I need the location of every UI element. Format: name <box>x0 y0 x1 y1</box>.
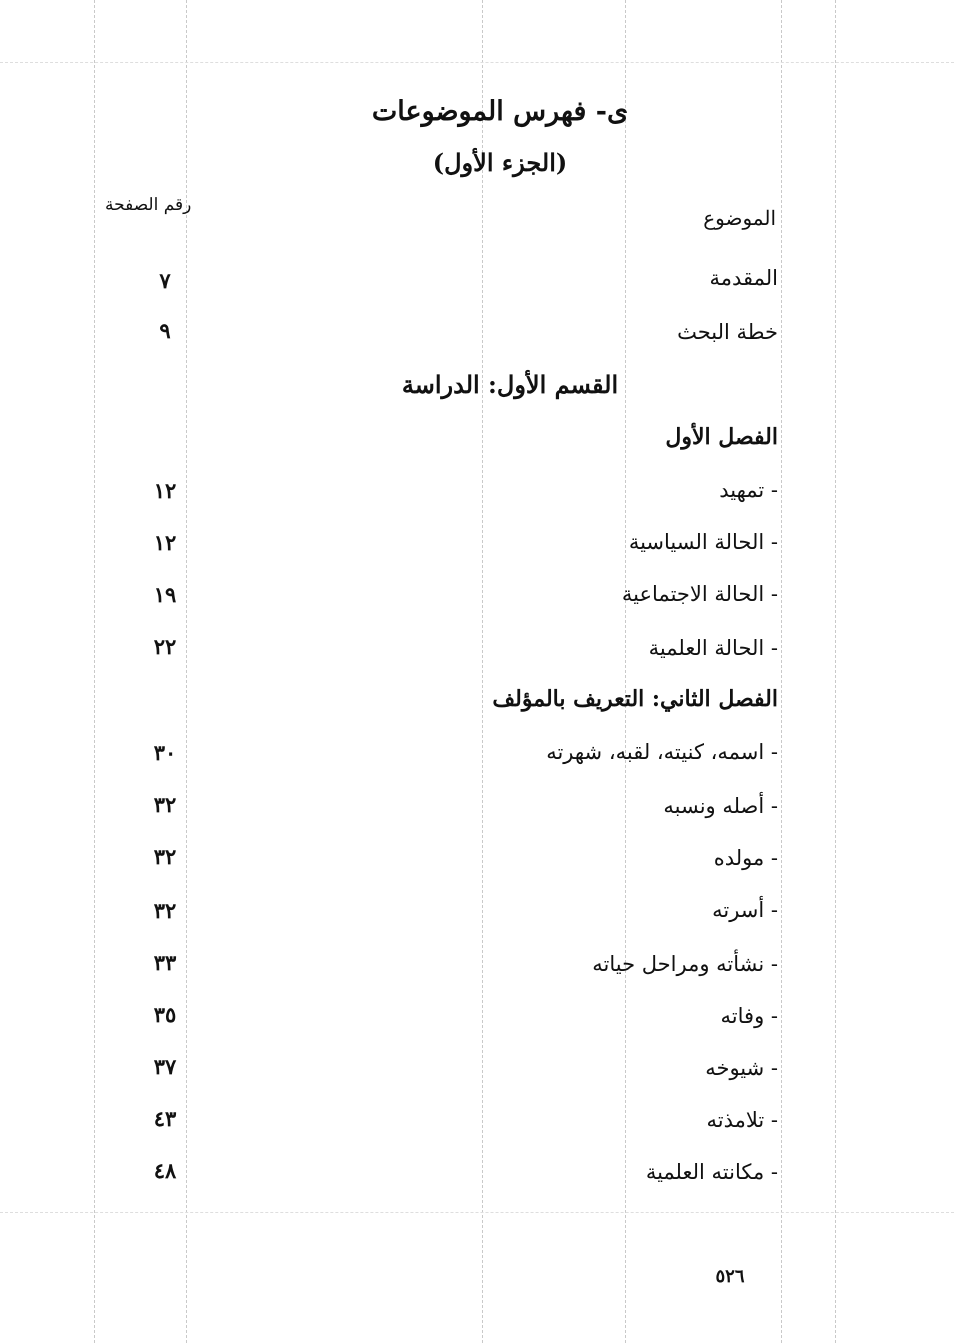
toc-entry-page: ١٩ <box>153 582 177 607</box>
toc-entry-page: ٣٢ <box>153 844 177 869</box>
toc-entry-label: خطة البحث <box>677 320 778 344</box>
toc-entry-label: - تلامذته <box>706 1108 778 1132</box>
page-number: ٥٢٦ <box>715 1266 745 1287</box>
page-title: ى- فهرس الموضوعات <box>371 96 629 127</box>
page-subtitle: (الجزء الأول) <box>432 148 568 177</box>
chapter-heading: الفصل الثاني: التعريف بالمؤلف <box>492 686 778 712</box>
toc-entry-label: - مولده <box>713 846 778 870</box>
toc-entry-page: ٣٣ <box>153 950 177 975</box>
scan-guide-line <box>835 0 836 1343</box>
toc-entry-label: - مكانته العلمية <box>645 1160 778 1184</box>
toc-entry-label: - أصله ونسبه <box>663 794 778 818</box>
topic-column-header: الموضوع <box>703 206 776 230</box>
toc-entry-page: ٧ <box>159 268 171 293</box>
toc-entry-page: ٣٧ <box>153 1054 177 1079</box>
toc-entry-label: المقدمة <box>709 266 778 290</box>
chapter-heading: الفصل الأول <box>665 424 778 450</box>
toc-entry-page: ٤٨ <box>153 1158 177 1183</box>
toc-entry-page: ١٢ <box>153 478 177 503</box>
toc-entry-page: ٣٠ <box>153 740 177 765</box>
toc-entry-page: ٣٢ <box>153 792 177 817</box>
toc-entry-page: ٣٢ <box>153 898 177 923</box>
scan-guide-line <box>0 1212 954 1213</box>
toc-entry-page: ٣٥ <box>153 1002 177 1027</box>
toc-entry-label: - الحالة السياسية <box>628 530 778 554</box>
scan-guide-line <box>781 0 782 1343</box>
scan-guide-line <box>0 62 954 63</box>
page-column-header: رقم الصفحة <box>105 195 192 215</box>
toc-entry-label: - اسمه، كنيته، لقبه، شهرته <box>546 740 778 764</box>
toc-entry-page: ٤٣ <box>153 1106 177 1131</box>
scan-guide-line <box>482 0 483 1343</box>
toc-entry-label: - الحالة العلمية <box>648 636 778 660</box>
scan-guide-line <box>625 0 626 1343</box>
toc-entry-page: ١٢ <box>153 530 177 555</box>
toc-entry-label: - تمهيد <box>719 478 778 502</box>
section-heading: القسم الأول: الدراسة <box>401 370 619 399</box>
toc-entry-page: ٢٢ <box>153 634 177 659</box>
toc-entry-page: ٩ <box>159 318 171 343</box>
toc-entry-label: - نشأته ومراحل حياته <box>592 952 778 976</box>
toc-entry-label: - شيوخه <box>705 1056 778 1080</box>
toc-entry-label: - وفاته <box>720 1004 778 1028</box>
toc-entry-label: - أسرته <box>712 898 778 922</box>
scan-guide-line <box>94 0 95 1343</box>
toc-entry-label: - الحالة الاجتماعية <box>621 582 778 606</box>
